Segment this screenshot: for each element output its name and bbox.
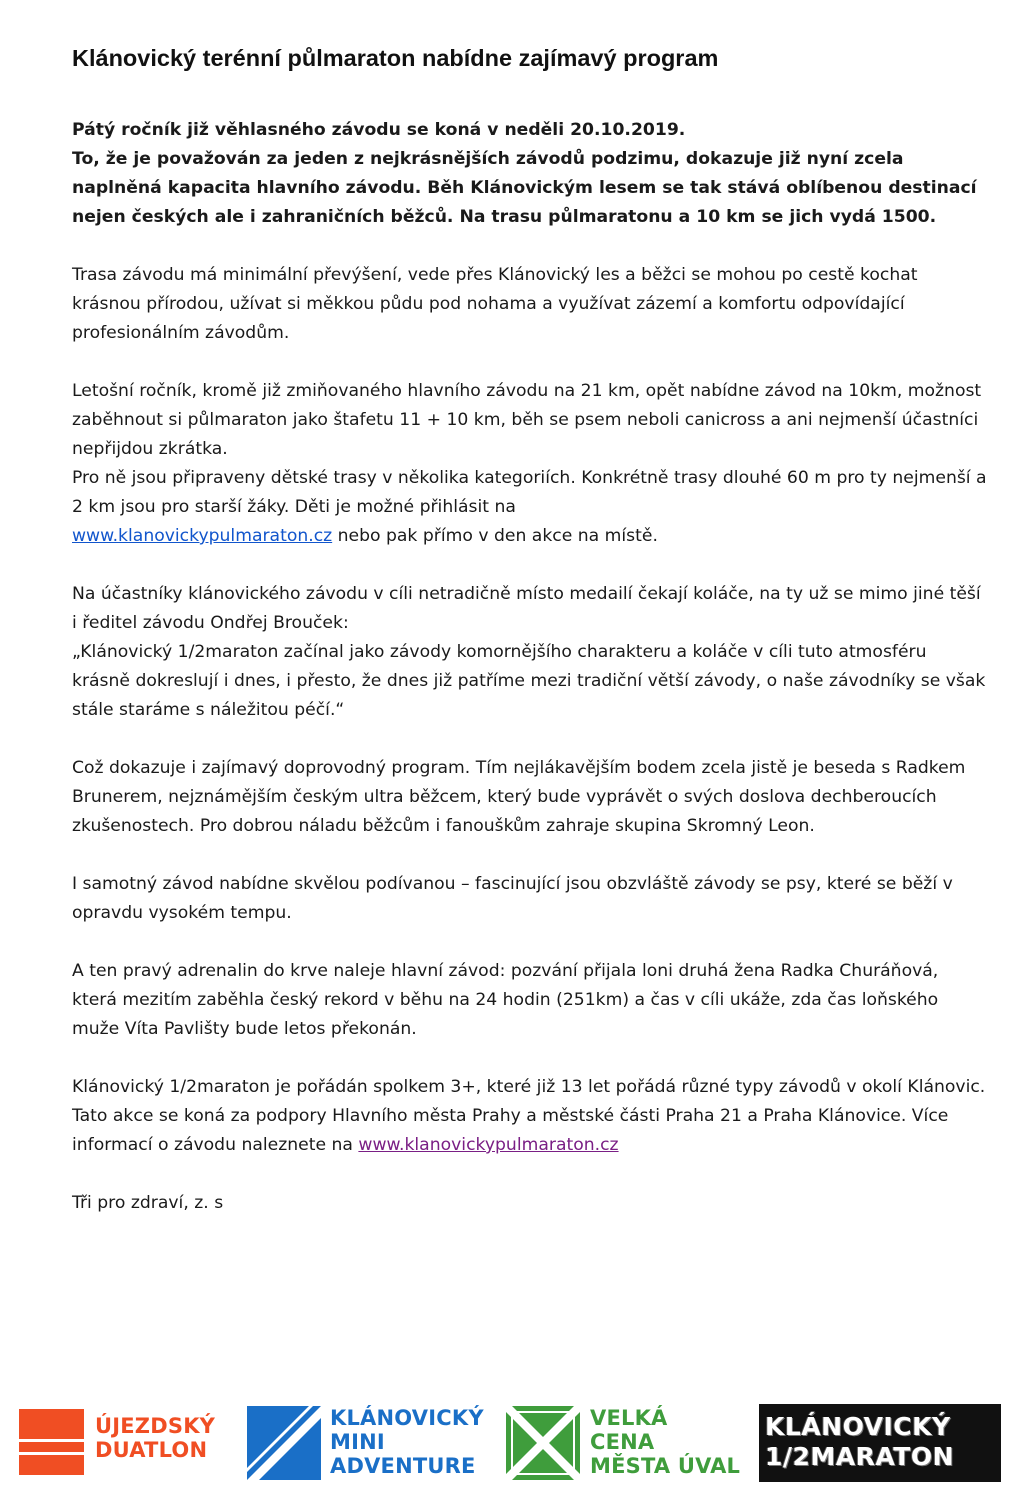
paragraph-cakes xyxy=(72,580,987,725)
pulmaraton-wordmark xyxy=(765,1412,997,1472)
logo-line: MINI xyxy=(330,1430,385,1454)
paragraph-main-race: A ten pravý adrenalin do krve naleje hlavní závod: pozvání přijala loni druhá žena Radka Churáňová, která mezitím zaběhla český rekord v běhu na 24 hodin (251km) a čas v cíli ukáže, zda čas loňského muže Víta Pavlišty bude letos překonán. xyxy=(72,961,939,1039)
logo-line: CENA xyxy=(590,1430,655,1454)
document-body xyxy=(72,116,987,1247)
lead-paragraph xyxy=(72,116,987,232)
paragraph-route: Trasa závodu má minimální převýšení, vede přes Klánovický les a běžci se mohou po cestě kochat krásnou přírodou, užívat si měkkou půdu pod nohama a využívat zázemí a komfortu odpovídající profesionálním závodům. xyxy=(72,265,918,343)
logo-line: 1/2MARATON xyxy=(765,1442,955,1471)
paragraph-program xyxy=(72,377,987,551)
stripes-icon xyxy=(19,1409,84,1475)
mini-adventure-wordmark xyxy=(330,1406,490,1478)
program-races-text: Letošní ročník, kromě již zmiňovaného hlavního závodu na 21 km, opět nabídne závod na 10km, možnost zaběhnout si půlmaraton jako štafetu 11 + 10 km, běh se psem neboli canicross a ani nejmenší účastníci nepřijdou zkrátka. xyxy=(72,381,982,459)
ujezdsky-duatlon-wordmark xyxy=(95,1414,225,1462)
klanovicky-pulmaraton-logo xyxy=(759,1404,1001,1482)
signature: Tři pro zdraví, z. s xyxy=(72,1193,224,1213)
logo-line: ÚJEZDSKÝ xyxy=(95,1414,216,1438)
website-link[interactable]: www.klanovickypulmaraton.cz xyxy=(72,526,333,546)
director-quote: „Klánovický 1/2maraton začínal jako závody komornějšího charakteru a koláče v cíli tuto atmosféru krásně dokreslují i dnes, i přesto, že dnes již patříme mezi tradiční větší závody, o naše závodníky se však stále staráme s náležitou péčí.“ xyxy=(72,642,986,720)
ujezdsky-duatlon-logo xyxy=(19,1406,216,1492)
website-link-footer[interactable]: www.klanovickypulmaraton.cz xyxy=(358,1135,619,1155)
logo-line: DUATLON xyxy=(95,1438,208,1462)
organizer-text: Klánovický 1/2maraton je pořádán spolkem 3+, které již 13 let pořádá různé typy závodů v okolí Klánovic. Tato akce se koná za podpory Hlavního města Prahy a městské části Praha 21 a Praha Klánovice. Více informací o závodu naleznete na xyxy=(72,1077,986,1155)
partner-logos xyxy=(0,1398,1033,1488)
program-kids-link-line xyxy=(72,522,987,551)
cross-square-icon xyxy=(506,1406,580,1480)
velka-cena-mesta-uval-logo xyxy=(506,1406,746,1492)
program-kids-text: Pro ně jsou připraveny dětské trasy v několika kategoriích. Konkrétně trasy dlouhé 60 m pro ty nejmenší a 2 km jsou pro starší žáky. Děti je možné přihlásit na xyxy=(72,468,987,517)
paragraph-organizer xyxy=(72,1073,987,1160)
paragraph-dog-races: I samotný závod nabídne skvělou podívanou – fascinující jsou obzvláště závody se psy, které se běží v opravdu vysokém tempu. xyxy=(72,874,953,923)
logo-line: MĚSTA ÚVAL xyxy=(590,1454,741,1478)
logo-line: KLÁNOVICKÝ xyxy=(330,1406,484,1430)
paragraph-side-program: Což dokazuje i zajímavý doprovodný program. Tím nejlákavějším bodem zcela jistě je beseda s Radkem Brunerem, nejznámějším českým ultra běžcem, který bude vyprávět o svých doslova dechberoucích zkušenostech. Pro dobrou náladu běžcům i fanouškům zahraje skupina Skromný Leon. xyxy=(72,758,966,836)
velka-cena-wordmark xyxy=(590,1406,750,1478)
logo-line: ADVENTURE xyxy=(330,1454,476,1478)
diagonal-square-icon xyxy=(247,1406,321,1480)
lead-line-capacity: To, že je považován za jeden z nejkrásnějších závodů podzimu, dokazuje již nyní zcela naplněná kapacita hlavního závodu. Běh Klánovickým lesem se tak stává oblíbenou destinací nejen českých ale i zahraničních běžců. Na trasu půlmaratonu a 10 km se jich vydá 1500. xyxy=(72,149,977,227)
logo-line: KLÁNOVICKÝ xyxy=(765,1412,951,1441)
document-title: Klánovický terénní půlmaraton nabídne zajímavý program xyxy=(72,45,719,71)
program-kids-tail: nebo pak přímo v den akce na místě. xyxy=(332,526,658,546)
cakes-text: Na účastníky klánovického závodu v cíli netradičně místo medailí čekají koláče, na ty už se mimo jiné těší i ředitel závodu Ondřej Brouček: xyxy=(72,584,981,633)
logo-line: VELKÁ xyxy=(590,1406,668,1430)
klanovicky-mini-adventure-logo xyxy=(247,1406,487,1492)
lead-line-date: Pátý ročník již věhlasného závodu se koná v neděli 20.10.2019. xyxy=(72,120,686,140)
